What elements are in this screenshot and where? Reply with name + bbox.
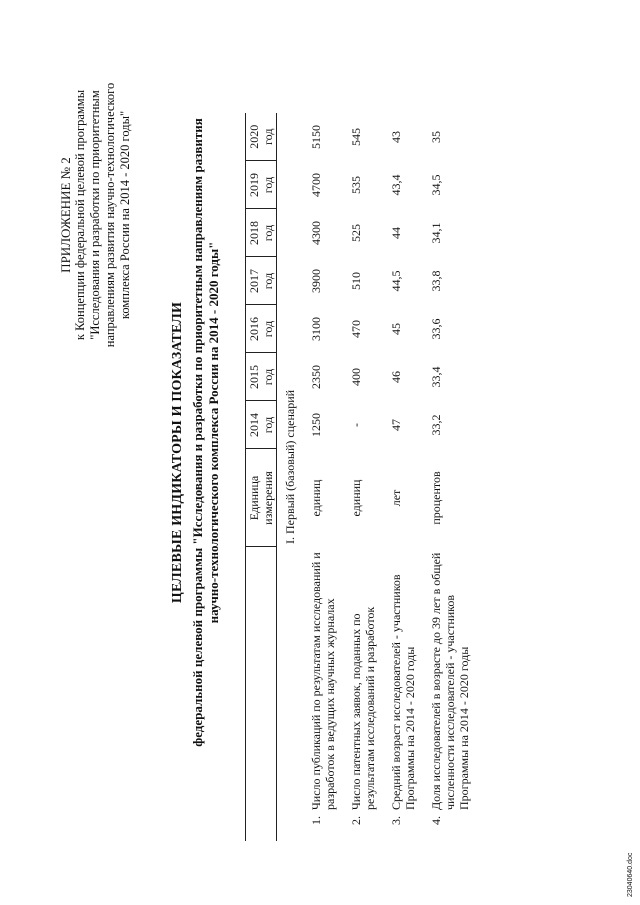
page-subtitle — [190, 80, 222, 785]
value-cell: 33,2 — [429, 414, 443, 436]
row-number: 2. — [349, 816, 363, 825]
year-number: 2020 — [247, 124, 261, 149]
scenario-row — [277, 113, 304, 841]
value-cell: - — [349, 423, 363, 427]
document-id: 23040640.doc — [627, 852, 634, 897]
value-cell: 34,5 — [429, 174, 443, 196]
indicator-name: Доля исследователей в возрасте до 39 лет в общей численности исследователей - участников Программы на 2014 - 2020 годы — [429, 552, 471, 810]
value-cell: 47 — [389, 419, 403, 431]
indicator-name: Число патентных заявок, поданных по результатам исследований и разработок — [349, 606, 377, 810]
header-year — [246, 401, 277, 449]
value-cell: 1250 — [309, 413, 323, 437]
appendix-line: комплекса России на 2014 - 2020 годы" — [118, 110, 132, 320]
table-row — [343, 113, 383, 841]
table-row — [383, 113, 423, 841]
value-cell: 44 — [389, 227, 403, 239]
table-row — [423, 113, 477, 841]
appendix-line: направлениям развития научно-технологического — [103, 82, 117, 348]
year-word: год — [261, 368, 275, 386]
year-word: год — [261, 176, 275, 194]
value-cell: 470 — [349, 320, 363, 338]
year-word: год — [261, 320, 275, 338]
value-cell: 44,5 — [389, 270, 403, 292]
header-year — [246, 161, 277, 209]
year-number: 2019 — [247, 173, 261, 197]
year-word: год — [261, 128, 275, 145]
row-number: 4. — [429, 816, 443, 825]
year-number: 2017 — [247, 269, 261, 293]
indicator-name: Число публикаций по результатам исследований и разработок в ведущих научных журналах — [309, 552, 337, 810]
value-cell: 5150 — [309, 125, 323, 149]
value-cell: 34,1 — [429, 222, 443, 244]
header-unit — [246, 449, 277, 547]
scenario-label: I. Первый (базовый) сценарий — [283, 389, 297, 544]
value-cell: 4300 — [309, 221, 323, 245]
value-cell: 535 — [349, 176, 363, 194]
value-cell: 45 — [389, 323, 403, 335]
year-number: 2018 — [247, 221, 261, 245]
header-year — [246, 305, 277, 353]
value-cell: 33,8 — [429, 270, 443, 292]
value-cell: 3900 — [309, 269, 323, 293]
page-title: ЦЕЛЕВЫЕ ИНДИКАТОРЫ И ПОКАЗАТЕЛИ — [170, 301, 185, 604]
year-word: год — [261, 416, 275, 434]
appendix-title: ПРИЛОЖЕНИЕ № 2 — [58, 157, 73, 273]
subtitle-line: научно-технологического комплекса России на 2014 - 2020 годы" — [206, 241, 221, 624]
table-header-row — [246, 113, 277, 841]
subtitle-line: федеральной целевой программы "Исследования и разработки по приоритетным направлениям развития — [190, 118, 205, 747]
value-cell: 3100 — [309, 317, 323, 341]
value-cell: 510 — [349, 272, 363, 290]
header-unit-line: измерения — [261, 471, 275, 525]
header-num-cell — [246, 813, 277, 841]
value-cell: 35 — [429, 131, 443, 143]
year-number: 2014 — [247, 413, 261, 437]
scenario-spacer — [277, 547, 304, 813]
indicator-name: Средний возраст исследователей - участников Программы на 2014 - 2020 годы — [389, 574, 417, 810]
year-number: 2016 — [247, 317, 261, 341]
row-number: 1. — [309, 816, 323, 825]
value-cell: 4700 — [309, 173, 323, 197]
indicators-table — [245, 113, 477, 841]
scenario-spacer — [277, 813, 304, 841]
year-word: год — [261, 272, 275, 290]
header-name-cell — [246, 547, 277, 813]
indicator-unit: единиц — [309, 479, 323, 517]
appendix-line: "Исследования и разработки по приоритетным — [88, 90, 102, 340]
value-cell: 545 — [349, 128, 363, 146]
header-year — [246, 113, 277, 161]
appendix-block — [58, 80, 133, 350]
header-year — [246, 209, 277, 257]
table-row — [303, 113, 343, 841]
indicator-unit: лет — [389, 489, 403, 507]
year-number: 2015 — [247, 365, 261, 389]
appendix-line: к Концепции федеральной целевой программы — [73, 89, 87, 341]
header-year — [246, 353, 277, 401]
value-cell: 400 — [349, 368, 363, 386]
value-cell: 2350 — [309, 365, 323, 389]
value-cell: 43 — [389, 131, 403, 143]
year-word: год — [261, 224, 275, 242]
row-number: 3. — [389, 816, 403, 825]
value-cell: 33,4 — [429, 366, 443, 388]
value-cell: 46 — [389, 371, 403, 383]
value-cell: 33,6 — [429, 318, 443, 340]
indicator-unit: процентов — [429, 471, 443, 525]
header-unit-line: Единица — [247, 475, 261, 521]
indicator-unit: единиц — [349, 479, 363, 517]
value-cell: 43,4 — [389, 174, 403, 196]
header-year — [246, 257, 277, 305]
value-cell: 525 — [349, 224, 363, 242]
